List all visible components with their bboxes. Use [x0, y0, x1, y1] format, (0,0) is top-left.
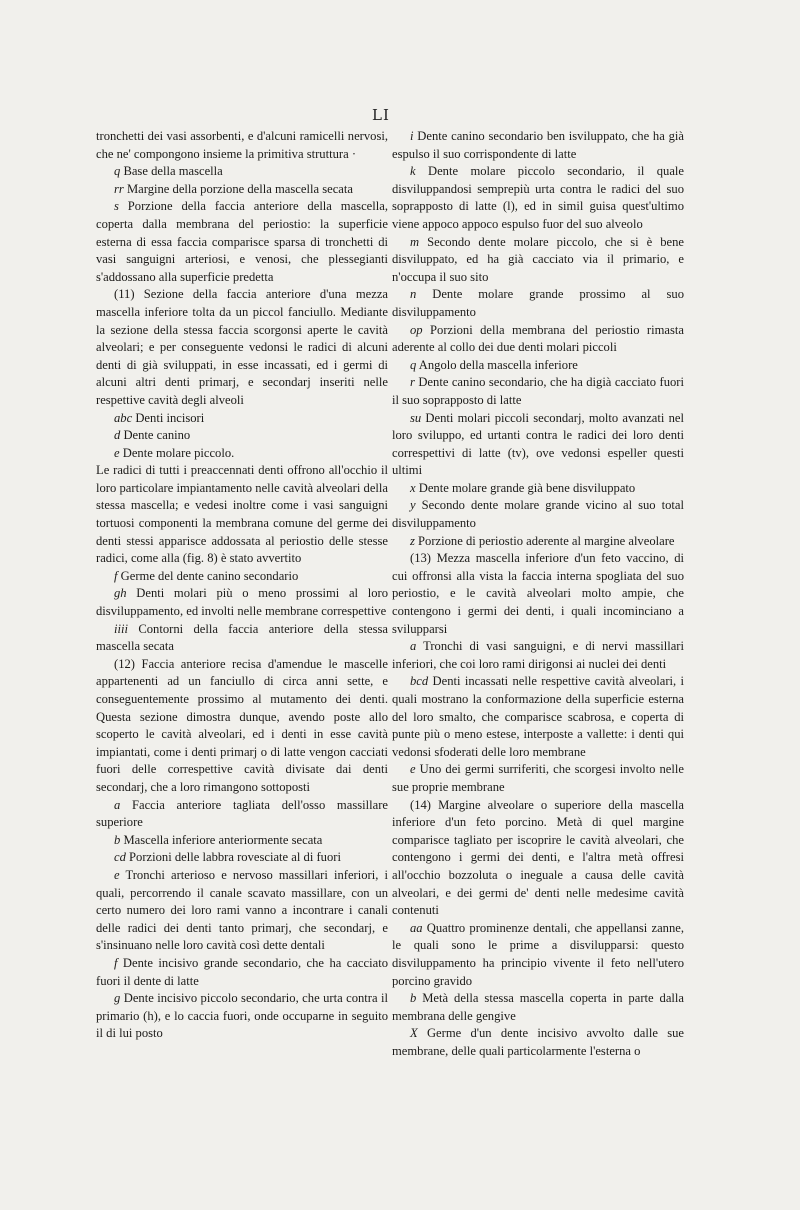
paragraph — [96, 163, 388, 181]
figure-label: op — [410, 322, 423, 337]
paragraph-text: Dente molare piccolo secondario, il quale disviluppandosi semprepiù urta contra le radici del suo soprapposto di latte (l), ed in simil guisa quest'ultimo viene appoco appoco espulso fuor del suo alveolo — [392, 164, 684, 231]
paragraph — [392, 533, 684, 551]
paragraph-text: Quattro prominenze dentali, che appellansi zanne, le quali sono le prime a disvilupparsi: questo disviluppamento ha principio vivente il feto nell'utero porcino gravido — [392, 920, 684, 988]
paragraph-text: Uno dei germi surriferiti, che scorgesi involto nelle sue proprie membrane — [392, 762, 684, 794]
figure-label: q — [114, 164, 121, 179]
figure-label: abc — [114, 410, 133, 425]
figure-label: b — [410, 991, 417, 1006]
paragraph — [392, 128, 684, 163]
paragraph — [96, 410, 388, 428]
paragraph-text: Secondo dente molare piccolo, che si è bene disviluppato, ed ha già cacciato via il primario, e n'occupa il suo sito — [392, 234, 684, 284]
paragraph — [392, 374, 684, 409]
paragraph — [96, 128, 388, 163]
paragraph — [96, 849, 388, 867]
figure-label: su — [410, 410, 422, 425]
paragraph-text: Denti incisori — [132, 410, 205, 425]
paragraph-text: Dente molare grande già bene disviluppato — [415, 480, 636, 495]
paragraph-text: Contorni della faccia anteriore della stessa mascella secata — [96, 621, 388, 654]
paragraph-text: (13) Mezza mascella inferiore d'un feto vaccino, di cui offronsi alla vista la faccia interna spogliata del suo periostio, e le cavità alveolari molto ampie, che contengono i germi dei denti, i quali incominciano a svilupparsi — [392, 551, 684, 636]
paragraph — [96, 797, 388, 832]
figure-label: q — [410, 357, 417, 372]
paragraph — [392, 357, 684, 375]
figure-label: i — [410, 129, 414, 143]
paragraph — [392, 234, 684, 287]
paragraph — [392, 322, 684, 357]
paragraph — [392, 163, 684, 233]
paragraph — [392, 761, 684, 796]
figure-label: a — [114, 797, 121, 812]
paragraph-text: Porzione della faccia anteriore della mascella, coperta dalla membrana del periostio: la superficie esterna di essa faccia comparisce sparsa di tronchetti di vasi sanguigni arteriosi, e venosi, che plessegianti s'addossano alla superficie predetta — [96, 199, 388, 284]
page-number: LI — [372, 106, 390, 124]
paragraph — [96, 955, 388, 990]
paragraph-text: Denti molari più o meno prossimi al loro disviluppamento, ed involti nelle membrane correspettive — [96, 586, 388, 619]
paragraph-text: Dente molare piccolo. — [119, 445, 235, 460]
figure-label: e — [410, 762, 416, 777]
figure-label: e — [114, 867, 120, 882]
paragraph — [392, 920, 684, 990]
paragraph — [392, 797, 684, 920]
paragraph-text: (11) Sezione della faccia anteriore d'una mezza mascella inferiore tolta da un piccol fanciullo. Mediante la sezione della stessa faccia scorgonsi aperte le cavità alveolari; e per conseguente vedonsi le radici di alcuni denti di già sviluppati, in esse incassati, ed i germi di alcuni altri denti primarj, e secondarj inseriti nelle respettive cavità degli alveoli — [96, 287, 388, 407]
paragraph — [392, 990, 684, 1025]
paragraph — [96, 867, 388, 955]
paragraph-text: Denti molari piccoli secondarj, molto avanzati nel loro sviluppo, ed urtanti contra le radici dei loro denti correspettivi di latte (tv), ove vedonsi espeller questi ultimi — [392, 410, 684, 478]
paragraph-text: Dente incisivo piccolo secondario, che urta contra il primario (h), e lo caccia fuori, onde occuparne in seguito il di lui posto — [96, 991, 388, 1041]
figure-label: k — [410, 164, 416, 179]
paragraph-text: Le radici di tutti i preaccennati denti offrono all'occhio il loro particolare impiantamento nelle cavità alveolari della stessa mascella; e vedesi inoltre come i vasi sanguigni tortuosi componenti la membrana comune del germe dei denti stessi apparisce addossata al periostio delle stesse radici, come alla (fig. 8) è stato avvertito — [96, 463, 388, 566]
paragraph-text: Dente canino — [120, 428, 191, 443]
figure-label: n — [410, 287, 417, 302]
paragraph-text: Faccia anteriore tagliata dell'osso massillare superiore — [96, 797, 388, 830]
paragraph-text: Denti incassati nelle respettive cavità alveolari, i quali mostrano la conformazione della superficie esterna del loro smalto, che comparisce scabrosa, e coperta di punte più o meno estese, interposte a vallette: i denti qui vedonsi sfoderati delle loro membrane — [392, 674, 684, 759]
paragraph — [392, 673, 684, 761]
figure-label: a — [410, 639, 417, 654]
paragraph-text: Angolo della mascella inferiore — [416, 357, 578, 372]
figure-label: m — [410, 234, 420, 249]
paragraph — [392, 410, 684, 480]
figure-label: b — [114, 832, 121, 847]
paragraph-text: Germe del dente canino secondario — [117, 568, 299, 583]
paragraph-text: Base della mascella — [120, 164, 223, 179]
paragraph — [96, 445, 388, 463]
paragraph — [96, 585, 388, 620]
figure-label: aa — [410, 920, 423, 935]
left-text-column — [96, 128, 388, 1043]
figure-label: y — [410, 498, 416, 513]
figure-label: d — [114, 428, 121, 443]
figure-label: s — [114, 199, 119, 214]
paragraph-text: tronchetti dei vasi assorbenti, e d'alcuni ramicelli nervosi, che ne' compongono insieme la primitiva struttura · — [96, 129, 388, 161]
paragraph — [96, 990, 388, 1043]
paragraph-text: Dente canino secondario, che ha digià cacciato fuori il suo soprapposto di latte — [392, 375, 684, 407]
paragraph — [96, 427, 388, 445]
figure-label: iiii — [114, 621, 128, 636]
paragraph — [392, 286, 684, 321]
figure-label: z — [410, 533, 415, 548]
paragraph-text: Tronchi di vasi sanguigni, e di nervi massillari inferiori, che coi loro rami dirigonsi ai nuclei dei denti — [392, 639, 684, 671]
figure-label: r — [410, 375, 415, 390]
figure-label: cd — [114, 850, 126, 865]
paragraph-text: Tronchi arterioso e nervoso massillari inferiori, i quali, percorrendo il canale scavato massillare, con un certo numero dei loro rami vanno a incontrare i canali delle radici dei denti tanto primarj, che secondarj, e s'insinuano nelle loro cavità così dette dentali — [96, 867, 388, 953]
paragraph-text: Porzione di periostio aderente al margine alveolare — [414, 533, 675, 548]
paragraph — [392, 638, 684, 673]
paragraph — [96, 181, 388, 199]
paragraph-text: (14) Margine alveolare o superiore della mascella inferiore d'un feto porcino. Metà di quel margine comparisce tagliato per iscoprire le cavità alveolari, che contengono i germi dei denti, e l'altra metà offresi all'occhio bozzoluta o ineguale a causa delle cavità alveolari, e dei germi de' denti nelle medesime cavità contenuti — [392, 797, 684, 918]
figure-label: g — [114, 991, 121, 1006]
paragraph — [96, 832, 388, 850]
paragraph — [392, 497, 684, 532]
figure-label: f — [114, 568, 118, 583]
paragraph — [392, 550, 684, 638]
figure-label: f — [114, 955, 118, 970]
paragraph — [96, 656, 388, 797]
figure-label: x — [410, 480, 416, 495]
paragraph-text: Dente canino secondario ben isviluppato, che ha già espulso il suo corrispondente di latte — [392, 129, 684, 161]
figure-label: gh — [114, 586, 127, 601]
paragraph — [96, 462, 388, 568]
paragraph-text: Metà della stessa mascella coperta in parte dalla membrana delle gengive — [392, 991, 684, 1023]
figure-label: X — [410, 1026, 418, 1041]
paragraph — [96, 286, 388, 409]
figure-label: bcd — [410, 674, 429, 689]
paragraph-text: Secondo dente molare grande vicino al suo total disviluppamento — [392, 498, 684, 531]
paragraph-text: Margine della porzione della mascella secata — [123, 181, 353, 196]
paragraph — [96, 198, 388, 286]
paragraph-text: Porzioni delle labbra rovesciate al di fuori — [125, 850, 341, 865]
paragraph — [392, 1025, 684, 1060]
figure-label: rr — [114, 181, 124, 196]
paragraph-text: Germe d'un dente incisivo avvolto dalle sue membrane, delle quali particolarmente l'esterna o — [392, 1026, 684, 1058]
right-text-column — [392, 128, 684, 1060]
paragraph-text: Porzioni della membrana del periostio rimasta aderente al collo dei due denti molari piccoli — [392, 322, 684, 355]
paragraph — [96, 621, 388, 656]
paragraph-text: Dente molare grande prossimo al suo disviluppamento — [392, 287, 684, 319]
paragraph — [96, 568, 388, 586]
paragraph-text: Mascella inferiore anteriormente secata — [120, 832, 323, 847]
figure-label: e — [114, 445, 120, 460]
paragraph-text: (12) Faccia anteriore recisa d'amendue le mascelle appartenenti ad un fanciullo di circa anni sette, e conseguentemente prossimo al mutamento dei denti. Questa sezione dimostra dunque, avendo poste allo scoperto le cavità alveolari, ed i denti in esse cavità impiantati, come i denti primarj o di latte vengon cacciati fuori delle correspettive cavità divisate dai denti secondarj, che a loro rimangono sottoposti — [96, 656, 388, 794]
paragraph-text: Dente incisivo grande secondario, che ha cacciato fuori il dente di latte — [96, 955, 388, 988]
paragraph — [392, 480, 684, 498]
